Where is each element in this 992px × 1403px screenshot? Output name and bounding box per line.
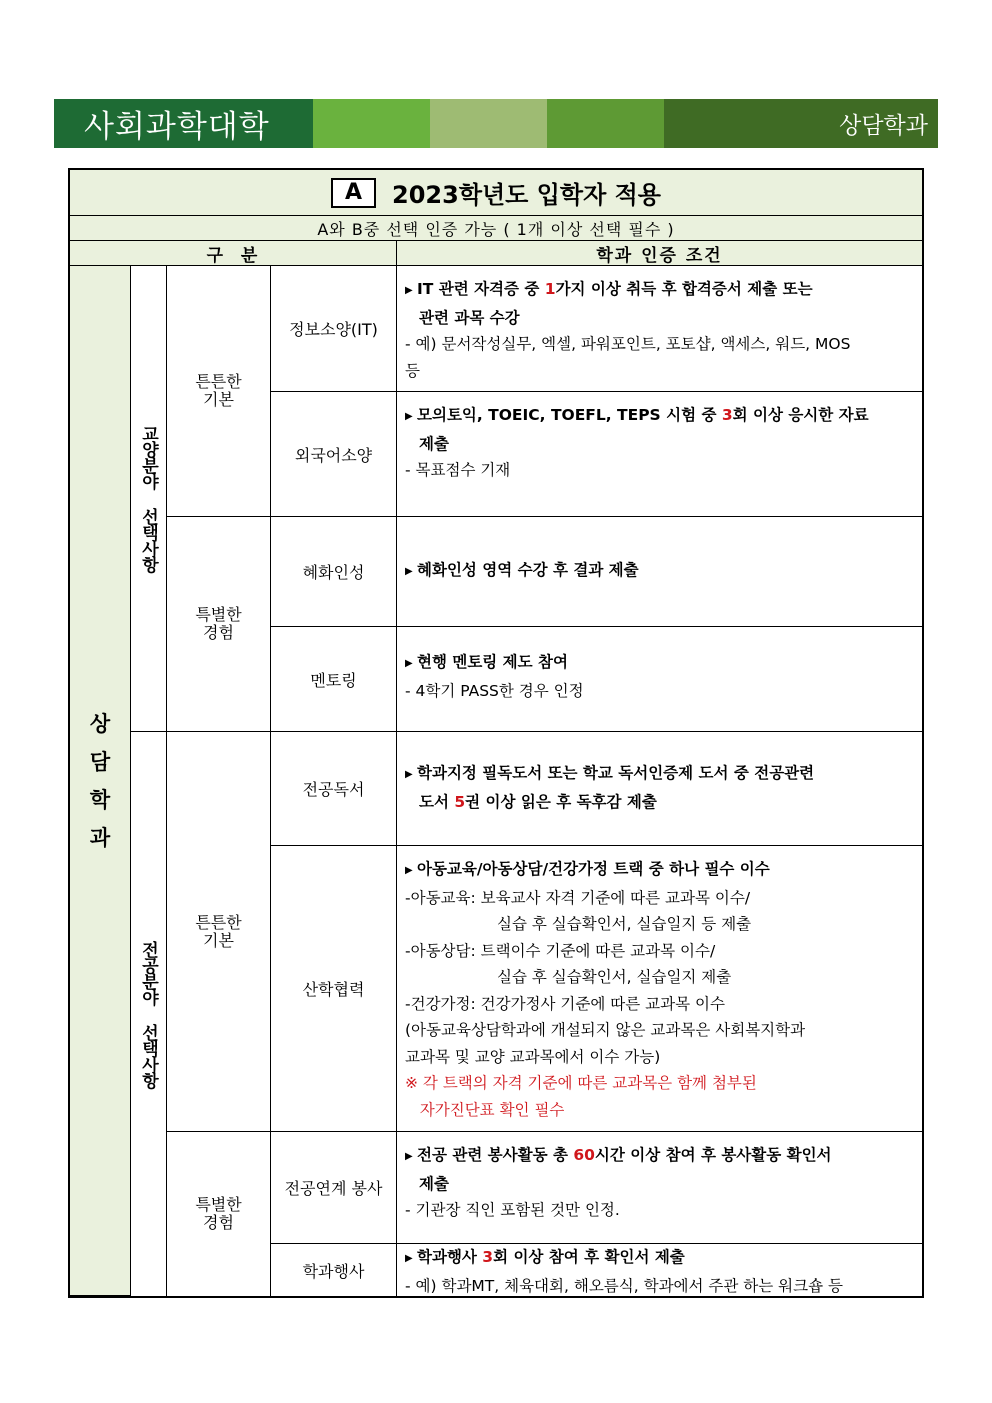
condition-line: ▶ 학과지정 필독도서 또는 학교 독서인증제 도서 중 전공관련	[405, 760, 910, 789]
condition-line: ▶ 전공 관련 봉사활동 총 60시간 이상 참여 후 봉사활동 확인서	[405, 1142, 910, 1171]
condition-cell	[397, 1132, 922, 1244]
column-header-category-label: 구 분	[206, 245, 260, 266]
condition-cell	[397, 732, 922, 846]
table-subtitle: A와 B중 선택 인증 가능 ( 1개 이상 선택 필수 )	[317, 219, 675, 239]
condition-line: 관련 과목 수강	[419, 308, 520, 327]
condition-line: 등	[405, 361, 420, 380]
banner-stripe-1	[313, 99, 430, 148]
condition-line: -아동상담: 트랙이수 기준에 따른 교과목 이수/	[405, 941, 716, 960]
condition-line: 제출	[419, 1174, 449, 1193]
condition-line: -아동교육: 보육교사 자격 기준에 따른 교과목 이수/	[405, 888, 751, 907]
category-basic-major: 튼튼한 기본	[167, 732, 271, 1132]
condition-line: ▶ 현행 멘토링 제도 참여	[405, 649, 910, 678]
condition-line: - 4학기 PASS한 경우 인정	[405, 681, 584, 700]
condition-line: -건강가정: 건강가정사 기준에 따른 교과목 이수	[405, 994, 725, 1013]
item-cell	[271, 732, 397, 846]
condition-cell	[397, 846, 922, 1132]
bullet-triangle-icon: ▶	[405, 658, 413, 669]
certification-table	[68, 168, 924, 1298]
banner-stripe-2	[430, 99, 547, 148]
condition-line: ▶ 모의토익, TOEIC, TOEFL, TEPS 시험 중 3회 이상 응시한 자료	[405, 402, 910, 431]
item-cell	[271, 517, 397, 627]
table-title-row	[70, 170, 922, 216]
section-badge: A	[331, 178, 376, 208]
bullet-triangle-icon: ▶	[405, 1253, 413, 1264]
item-cell	[271, 392, 397, 517]
item-label: 전공독서	[302, 780, 365, 799]
item-label: 정보소양(IT)	[289, 320, 378, 339]
condition-line: - 목표점수 기재	[405, 461, 511, 479]
bullet-triangle-icon: ▶	[405, 1151, 413, 1162]
column-header-condition	[397, 241, 922, 266]
area-major-label: 전공분야 선택사항	[138, 940, 158, 1088]
condition-cell	[397, 1244, 922, 1296]
area-general	[131, 266, 167, 732]
column-header-category	[70, 241, 397, 266]
table-subtitle-row	[70, 216, 922, 241]
bullet-triangle-icon: ▶	[405, 865, 413, 876]
condition-line: ▶ IT 관련 자격증 중 1가지 이상 취득 후 합격증서 제출 또는	[405, 276, 910, 305]
condition-line: ▶ 학과행사 3회 이상 참여 후 확인서 제출	[405, 1244, 910, 1273]
college-title: 사회과학대학	[84, 109, 270, 145]
condition-line: ※ 각 트랙의 자격 기준에 따른 교과목은 함께 첨부된	[405, 1074, 757, 1092]
area-major	[131, 732, 167, 1296]
department-title: 상담학과	[839, 113, 928, 139]
banner-stripe-3	[547, 99, 664, 148]
category-special-major: 특별한 경험	[167, 1132, 271, 1296]
item-label: 외국어소양	[294, 445, 373, 465]
category-special-general: 특별한 경험	[167, 517, 271, 732]
condition-cell	[397, 266, 922, 392]
bullet-triangle-icon: ▶	[405, 566, 413, 577]
condition-cell	[397, 392, 922, 517]
condition-line: 실습 후 실습확인서, 실습일지 등 제출	[497, 915, 752, 933]
condition-line: 교과목 및 교양 교과목에서 이수 가능)	[405, 1047, 661, 1066]
bullet-triangle-icon: ▶	[405, 285, 413, 296]
item-cell	[271, 627, 397, 732]
condition-cell	[397, 517, 922, 627]
item-cell	[271, 846, 397, 1132]
item-cell	[271, 1244, 397, 1296]
item-label: 혜화인성	[302, 563, 365, 582]
department-segment	[664, 99, 938, 148]
college-segment	[54, 99, 313, 148]
category-basic-general: 튼튼한 기본	[167, 266, 271, 517]
department-column	[70, 266, 131, 1296]
area-general-label: 교양분야 선택사항	[138, 425, 158, 572]
item-cell	[271, 1132, 397, 1244]
item-label: 전공연계 봉사	[284, 1179, 383, 1198]
header-banner	[54, 99, 938, 148]
condition-line: 실습 후 실습확인서, 실습일지 제출	[497, 968, 732, 986]
condition-cell	[397, 627, 922, 732]
item-label: 학과행사	[302, 1261, 365, 1281]
item-label: 멘토링	[310, 670, 357, 690]
condition-line: - 예) 학과MT, 체육대회, 해오름식, 학과에서 주관 하는 워크숍 등	[405, 1276, 843, 1295]
department-vertical-label: 상 담 학 과	[89, 711, 111, 850]
bullet-triangle-icon: ▶	[405, 411, 413, 422]
condition-line: 제출	[419, 434, 449, 453]
condition-line: - 기관장 직인 포함된 것만 인정.	[405, 1201, 620, 1219]
condition-line: 도서 5권 이상 읽은 후 독후감 제출	[419, 792, 657, 811]
condition-line: ▶ 혜화인성 영역 수강 후 결과 제출	[405, 557, 910, 586]
condition-line: - 예) 문서작성실무, 엑셀, 파워포인트, 포토샵, 액세스, 워드, MOS	[405, 335, 851, 353]
table-title: 2023학년도 입학자 적용	[392, 181, 661, 209]
item-cell	[271, 266, 397, 392]
condition-line: (아동교육상담학과에 개설되지 않은 교과목은 사회복지학과	[405, 1021, 806, 1039]
condition-line: 자가진단표 확인 필수	[405, 1100, 565, 1119]
column-header-condition-label: 학과 인증 조건	[596, 245, 723, 266]
bullet-triangle-icon: ▶	[405, 769, 413, 780]
condition-line: ▶ 아동교육/아동상담/건강가정 트랙 중 하나 필수 이수	[405, 856, 910, 885]
item-label: 산학협력	[302, 980, 365, 999]
